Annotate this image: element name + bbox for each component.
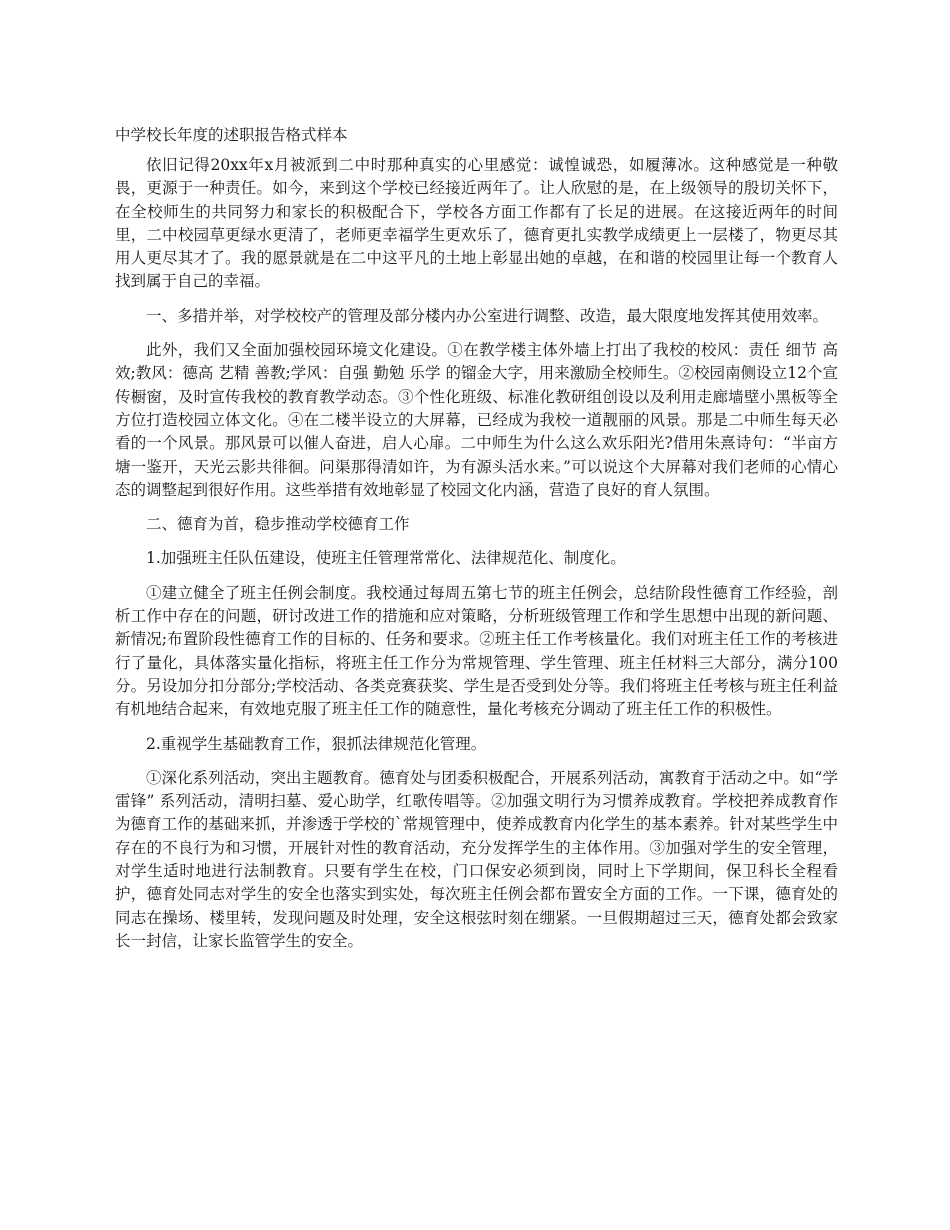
paragraph-section-1-heading: 一、多措并举，对学校校产的管理及部分楼内办公室进行调整、改造，最大限度地发挥其使用效率。 — [146, 306, 829, 325]
paragraph-section-2-heading: 二、德育为首，稳步推动学校德育工作 — [146, 515, 410, 534]
document-title: 中学校长年度的述职报告格式样本 — [115, 126, 348, 144]
paragraph-intro: 依旧记得20xx年x月被派到二中时那种真实的心里感觉：诚惶诚恐，如履薄冰。这种感觉是一种敬畏，更源于一种责任。如今，来到这个学校已经接近两年了。让人欣慰的是，在上级领导的殷切关怀下，在全校师生的共同努力和家长的积极配合下，学校各方面工作都有了长足的进展。在这接近两年的时间里，二中校园草更绿水更清了，老师更幸福学生更欢乐了，德育更扎实教学成绩更上一层楼了，物更尽其用人更尽其才了。我的愿景就是在二中这平凡的土地上彰显出她的卓越，在和谐的校园里让每一个教育人找到属于自己的幸福。 — [115, 156, 838, 291]
document-page — [115, 124, 838, 964]
paragraph-subheading-1: 1.加强班主任队伍建设，使班主任管理常常化、法律规范化、制度化。 — [146, 549, 626, 568]
paragraph-subheading-2: 2.重视学生基础教育工作，狠抓法律规范化管理。 — [146, 734, 487, 753]
paragraph-campus-culture: 此外，我们又全面加强校园环境文化建设。①在教学楼主体外墙上打出了我校的校风：责任 细节 高效;教风：德高 艺精 善教;学风：自强 勤勉 乐学 的镏金大字，用来激励全校师生。②校园南侧设立12个宣传橱窗，及时宣传我校的教育教学动态。③个性化班级、标准化教研组创设以及利用走廊墙壁小黑板等全方位打造校园立体文化。④在二楼半设立的大屏幕，已经成为我校一道靓丽的风景。那是二中师生每天必看的一个风景。那风景可以催人奋进，启人心扉。二中师生为什么这么欢乐阳光?借用朱熹诗句：“半亩方塘一鉴开，天光云影共徘徊。问渠那得清如许，为有源头活水来。”可以说这个大屏幕对我们老师的心情心态的调整起到很好作用。这些举措有效地彰显了校园文化内涵，营造了良好的育人氛围。 — [115, 341, 838, 499]
paragraph-class-teacher-system: ①建立健全了班主任例会制度。我校通过每周五第七节的班主任例会，总结阶段性德育工作经验，剖析工作中存在的问题，研讨改进工作的措施和应对策略，分析班级管理工作和学生思想中出现的新问题、新情况;布置阶段性德育工作的目标的、任务和要求。②班主任工作考核量化。我们对班主任工作的考核进行了量化，具体落实量化指标，将班主任工作分为常规管理、学生管理、班主任材料三大部分，满分100分。另设加分扣分部分;学校活动、各类竞赛获奖、学生是否受到处分等。我们将班主任考核与班主任利益有机地结合起来，有效地克服了班主任工作的随意性，量化考核充分调动了班主任工作的积极性。 — [115, 583, 838, 719]
paragraph-student-education: ①深化系列活动，突出主题教育。德育处与团委积极配合，开展系列活动，寓教育于活动之中。如“学雷锋” 系列活动，清明扫墓、爱心助学，红歌传唱等。②加强文明行为习惯养成教育。学校把养成教育作为德育工作的基础来抓，并渗透于学校的`常规管理中，使养成教育内化学生的基本素养。针对某些学生中存在的不良行为和习惯，开展针对性的教育活动，充分发挥学生的主体作用。③加强对学生的安全管理，对学生适时地进行法制教育。只要有学生在校，门口保安必须到岗，同时上下学期间，保卫科长全程看护，德育处同志对学生的安全也落实到实处，每次班主任例会都布置安全方面的工作。一下课，德育处的同志在操场、楼里转，发现问题及时处理，安全这根弦时刻在绷紧。一旦假期超过三天，德育处都会致家长一封信，让家长监管学生的安全。 — [115, 768, 838, 950]
